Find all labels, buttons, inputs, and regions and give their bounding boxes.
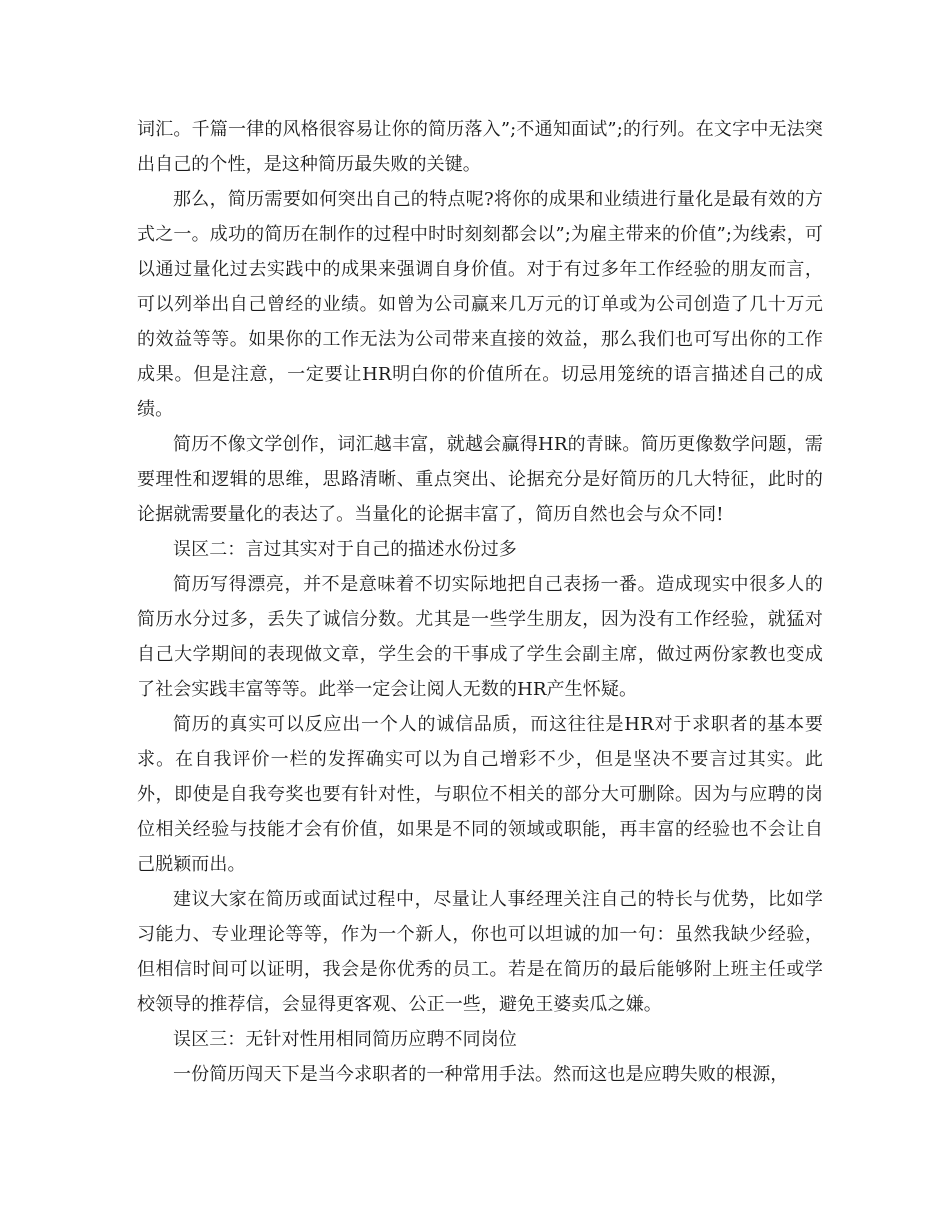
section-heading-misconception-2: 误区二：言过其实对于自己的描述水份过多 — [173, 539, 517, 560]
paragraph-quantify-results: 那么，简历需要如何突出自己的特点呢?将你的成果和业绩进行量化是最有效的方式之一。成功的简历在制作的过程中时时刻刻都会以”;为雇主带来的价值”;为线索，可以通过量化过去实践中的成果来强调自身价值。对于有过多年工作经验的朋友而言，可以列举出自己曾经的业绩。如曾为公司赢来几万元的订单或为公司创造了几十万元的效益等等。如果你的工作无法为公司带来直接的效益，那么我们也可写出你的工作成果。但是注意，一定要让HR明白你的价值所在。切忌用笼统的语言描述自己的成绩。 — [137, 189, 823, 420]
document-body — [137, 112, 823, 1092]
paragraph-advice: 建议大家在简历或面试过程中，尽量让人事经理关注自己的特长与优势，比如学习能力、专业理论等等，作为一个新人，你也可以坦诚的加一句：虽然我缺少经验，但相信时间可以证明，我会是你优秀的员工。若是在简历的最后能够附上班主任或学校领导的推荐信，会显得更客观、公正一些，避免王婆卖瓜之嫌。 — [137, 889, 823, 1015]
paragraph-continuation: 词汇。千篇一律的风格很容易让你的简历落入”;不通知面试”;的行列。在文字中无法突出自己的个性，是这种简历最失败的关键。 — [137, 119, 823, 175]
section-heading-misconception-3: 误区三：无针对性用相同简历应聘不同岗位 — [173, 1029, 517, 1050]
paragraph-exaggeration: 简历写得漂亮，并不是意味着不切实际地把自己表扬一番。造成现实中很多人的简历水分过多，丢失了诚信分数。尤其是一些学生朋友，因为没有工作经验，就猛对自己大学期间的表现做文章，学生会的干事成了学生会副主席，做过两份家教也变成了社会实践丰富等等。此举一定会让阅人无数的HR产生怀疑。 — [137, 574, 823, 700]
paragraph-resume-like-math: 简历不像文学创作，词汇越丰富，就越会赢得HR的青睐。简历更像数学问题，需要理性和逻辑的思维，思路清晰、重点突出、论据充分是好简历的几大特征，此时的论据就需要量化的表达了。当量化的论据丰富了，简历自然也会与众不同! — [137, 434, 823, 525]
paragraph-one-resume: 一份简历闯天下是当今求职者的一种常用手法。然而这也是应聘失败的根源， — [173, 1064, 789, 1085]
paragraph-honesty: 简历的真实可以反应出一个人的诚信品质，而这往往是HR对于求职者的基本要求。在自我评价一栏的发挥确实可以为自己增彩不少，但是坚决不要言过其实。此外，即使是自我夸奖也要有针对性，与职位不相关的部分大可删除。因为与应聘的岗位相关经验与技能才会有价值，如果是不同的领域或职能，再丰富的经验也不会让自己脱颖而出。 — [137, 714, 823, 875]
